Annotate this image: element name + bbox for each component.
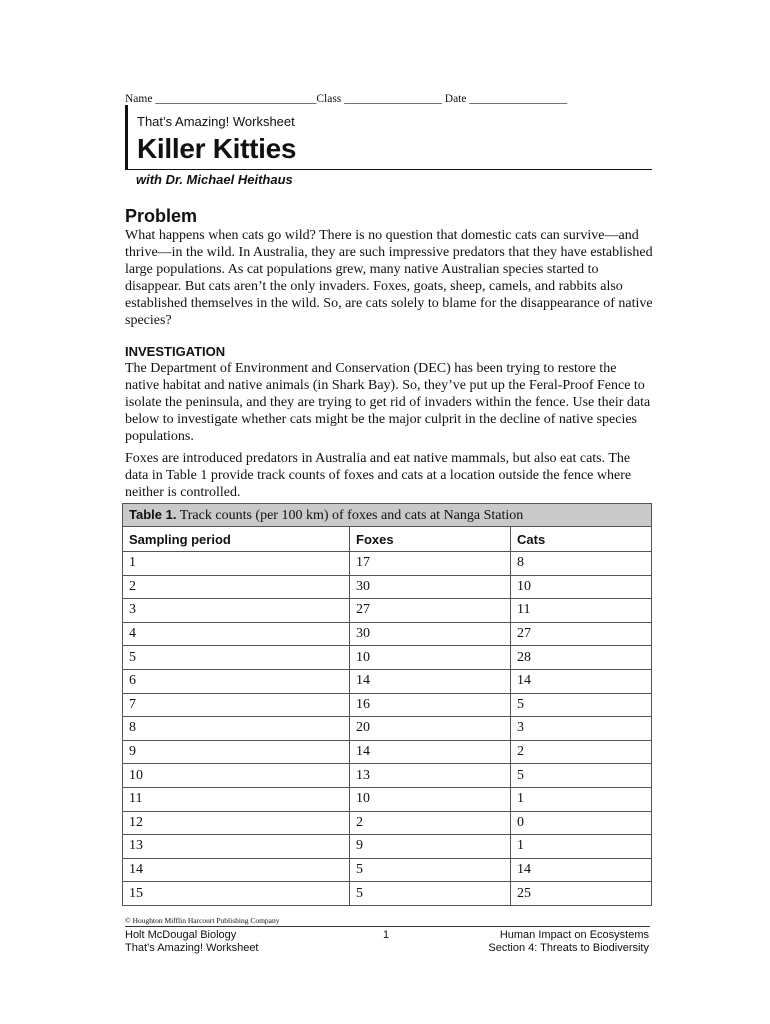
table-row (123, 622, 652, 646)
date-label: Date (444, 93, 467, 105)
table-row (123, 575, 652, 599)
investigation-heading: INVESTIGATION (125, 344, 226, 359)
cell-foxes: 14 (350, 669, 511, 693)
cell-sampling-period: 11 (123, 787, 350, 811)
table-caption (123, 504, 652, 527)
problem-text: What happens when cats go wild? There is no question that domestic cats can survive—and thrive—in the wild. In Australia, they are such impressive predators that they have established large populations. As cat populations grew, many native Australian species started to disappear. But cats aren’t the only invaders. Foxes, goats, sheep, camels, and rabbits also established themselves in the wild. So, are cats solely to blame for the disappearance of native species? (125, 228, 653, 328)
page-number: 1 (383, 929, 390, 941)
column-header-sampling-period: Sampling period (123, 527, 350, 552)
cell-cats: 5 (511, 693, 652, 717)
table-row (123, 764, 652, 788)
cell-cats: 3 (511, 717, 652, 741)
cell-cats: 28 (511, 646, 652, 670)
cell-cats: 14 (511, 858, 652, 882)
cell-foxes: 30 (350, 575, 511, 599)
table-row (123, 858, 652, 882)
cell-sampling-period: 8 (123, 717, 350, 741)
cell-foxes: 5 (350, 858, 511, 882)
cell-foxes: 9 (350, 835, 511, 859)
table-row (123, 646, 652, 670)
footer-worksheet: That’s Amazing! Worksheet (125, 942, 259, 954)
cell-cats: 0 (511, 811, 652, 835)
cell-sampling-period: 7 (123, 693, 350, 717)
cell-cats: 10 (511, 575, 652, 599)
cell-sampling-period: 13 (123, 835, 350, 859)
cell-foxes: 16 (350, 693, 511, 717)
table-row (123, 787, 652, 811)
cell-foxes: 20 (350, 717, 511, 741)
page-title: Killer Kitties (137, 133, 297, 164)
title-block (125, 105, 652, 170)
table-row (123, 835, 652, 859)
cell-sampling-period: 3 (123, 599, 350, 623)
cell-foxes: 27 (350, 599, 511, 623)
cell-foxes: 10 (350, 646, 511, 670)
table-header-row (123, 527, 652, 552)
cell-sampling-period: 15 (123, 882, 350, 906)
cell-sampling-period: 14 (123, 858, 350, 882)
cell-cats: 5 (511, 764, 652, 788)
cell-cats: 1 (511, 835, 652, 859)
investigation-paragraph-2: Foxes are introduced predators in Australia and eat native mammals, but also eat cats. The data in Table 1 provide track counts of foxes and cats at a location outside the fence where neither is controlled. (125, 451, 632, 500)
table-caption-label: Table 1. (129, 506, 177, 522)
cell-cats: 14 (511, 669, 652, 693)
table-row (123, 669, 652, 693)
cell-foxes: 5 (350, 882, 511, 906)
page-subtitle: with Dr. Michael Heithaus (136, 172, 293, 187)
student-info-line (125, 93, 650, 105)
table-body (123, 552, 652, 906)
cell-cats: 8 (511, 552, 652, 576)
footer-course: Holt McDougal Biology (125, 929, 237, 941)
cell-cats: 1 (511, 787, 652, 811)
cell-foxes: 10 (350, 787, 511, 811)
investigation-paragraph-1: The Department of Environment and Conservation (DEC) has been trying to restore the native habitat and native animals (in Shark Bay). So, they’ve put up the Feral-Proof Fence to isolate the peninsula, and they are trying to get rid of invaders within the fence. Use their data below to investigate whether cats might be the major culprit in the decline of native species populations. (125, 361, 651, 444)
table-row (123, 599, 652, 623)
name-blank[interactable]: ____________________________ (155, 93, 317, 105)
class-blank[interactable]: _________________ (344, 93, 442, 105)
table-row (123, 693, 652, 717)
problem-heading: Problem (125, 206, 198, 226)
cell-sampling-period: 2 (123, 575, 350, 599)
name-label: Name (125, 93, 153, 105)
copyright-notice: © Houghton Mifflin Harcourt Publishing Company (125, 916, 280, 925)
cell-cats: 27 (511, 622, 652, 646)
cell-sampling-period: 6 (123, 669, 350, 693)
table-row (123, 717, 652, 741)
date-blank[interactable]: _________________ (469, 93, 568, 105)
cell-sampling-period: 4 (123, 622, 350, 646)
column-header-cats: Cats (511, 527, 652, 552)
footer-chapter: Human Impact on Ecosystems (499, 929, 649, 941)
cell-foxes: 2 (350, 811, 511, 835)
footer-left (125, 929, 259, 955)
footer-right (488, 929, 649, 955)
cell-foxes: 13 (350, 764, 511, 788)
table-row (123, 740, 652, 764)
cell-foxes: 30 (350, 622, 511, 646)
table-row (123, 552, 652, 576)
footer-section: Section 4: Threats to Biodiversity (488, 942, 649, 954)
worksheet-label: That’s Amazing! Worksheet (137, 114, 295, 129)
cell-sampling-period: 1 (123, 552, 350, 576)
cell-sampling-period: 12 (123, 811, 350, 835)
track-count-table (122, 503, 652, 906)
cell-cats: 25 (511, 882, 652, 906)
cell-sampling-period: 10 (123, 764, 350, 788)
cell-cats: 2 (511, 740, 652, 764)
cell-cats: 11 (511, 599, 652, 623)
cell-sampling-period: 9 (123, 740, 350, 764)
cell-sampling-period: 5 (123, 646, 350, 670)
table-caption-row (123, 504, 652, 527)
footer-divider (125, 926, 650, 927)
table-caption-text: Track counts (per 100 km) of foxes and cats at Nanga Station (179, 507, 524, 523)
cell-foxes: 14 (350, 740, 511, 764)
column-header-foxes: Foxes (350, 527, 511, 552)
table-row (123, 882, 652, 906)
class-label: Class (316, 93, 342, 105)
table-row (123, 811, 652, 835)
cell-foxes: 17 (350, 552, 511, 576)
